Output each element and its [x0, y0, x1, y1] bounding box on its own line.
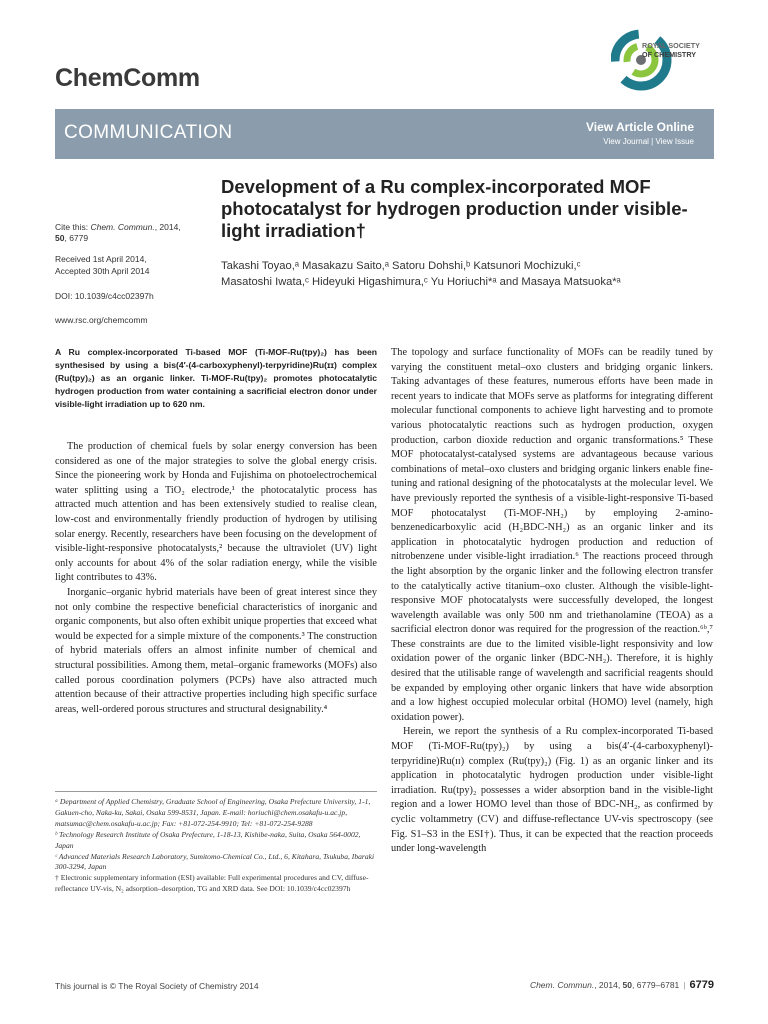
accepted-date: Accepted 30th April 2014 [55, 266, 150, 276]
footnote-esi: † Electronic supplementary information (ESI) available: Full experimental procedures and CV, diffuse-reflectance UV-vis, N₂ adsorption–desorption, TG and XRD data. See DOI: 10.1039/c4cc02397h [55, 873, 369, 894]
paragraph-herein: Herein, we report the synthesis of a Ru complex-incorporated Ti-based MOF (Ti-MOF-Ru(tpy)₂) by using a bis(4′-(4-carboxyphenyl)-terpyridine)Ru(ɪɪ) complex (Ru(tpy)₂) (Fig. 1) as an organic linker and its application in photocatalytic hydrogen production under visible-light irradiation. Ru(tpy)₂ possesses a wider absorption band in the visible-light region and a lower HOMO level than those of BDC-NH₂, as confirmed by cyclic voltammetry (CV) and diffuse-reflectance UV-vis spectroscopy (see Fig. S1–S3 in the ESI†). Thus, it can be expected that the reaction proceeds under long-wavelength [391, 726, 713, 855]
citation [55, 222, 205, 244]
page-number: 6779 [689, 979, 714, 991]
section-label: COMMUNICATION [64, 122, 233, 143]
page-footer: Chem. Commun., 2014, 50, 6779–6781 | 6779 [529, 979, 714, 991]
authors-line2: Masatoshi Iwata,ᶜ Hideyuki Higashimura,ᶜ Yu Horiuchi*ᵃ and Masaya Matsuoka*ᵃ [221, 276, 621, 288]
doi[interactable]: DOI: 10.1039/c4cc02397h [55, 291, 154, 301]
footnote-b: ᵇ Technology Research Institute of Osaka Prefecture, 1-18-13, Kishibe-naka, Suita, Osaka 564-0002, Japan [55, 829, 361, 850]
cite-pages: , 6779 [64, 233, 89, 243]
journal-name: ChemComm [55, 64, 200, 92]
received-date: Received 1st April 2014, [55, 254, 147, 264]
journal-url[interactable]: www.rsc.org/chemcomm [55, 315, 148, 325]
paragraph-intro: The production of chemical fuels by solar energy conversion has been considered as one of the major strategies to solve the global energy crisis. Since the pioneering work by Honda and Fujishima on photoelectrochemical water splitting using a TiO₂ electrode,¹ the photocatalytic process has attracted much attention and has been extensively studied to realise clean, low-cost and environmentally friendly production of hydrogen by utilising solar energy. Recently, researchers have been focusing on the development of visible-light-responsive photocatalysts,² because the ultraviolet (UV) light only accounts for about 4% of the solar radiation energy, while the visible light contributes to 43%. [55, 441, 377, 584]
publisher-line1: ROYAL SOCIETY [642, 41, 700, 50]
left-column [55, 440, 377, 717]
view-journal-issue-links[interactable]: View Journal | View Issue [603, 137, 694, 146]
footer-year: , 2014, [594, 980, 623, 990]
article-title: Development of a Ru complex-incorporated MOF photocatalyst for hydrogen production under visible-light irradiation† [221, 176, 688, 241]
abstract: A Ru complex-incorporated Ti-based MOF (Ti-MOF-Ru(tpy)₂) has been synthesised by using a bis(4′-(4-carboxyphenyl)-terpyridine)Ru(ɪɪ) complex (Ru(tpy)₂) as an organic linker. Ti-MOF-Ru(tpy)₂ promotes photocatalytic hydrogen production from water containing a sacrificial electron donor under visible-light irradiation up to 620 nm. [55, 347, 377, 409]
footnotes [55, 797, 377, 895]
publisher-wordmark [642, 42, 700, 59]
publisher-line2: OF CHEMISTRY [642, 49, 697, 59]
paragraph-topology: The topology and surface functionality of MOFs can be readily tuned by varying the constituent metal–oxo clusters and bridging organic linkers. Taking advantages of these features, numerous efforts have been made in recent years to indicate that MOFs serve as platforms for integrating different molecular functional components to achieve light harvesting and to promote various photocatalytic reactions such as hydrogen production, oxygen production, carbon dioxide reduction and organic transformations.⁵ These MOF photocatalyst-catalysed systems are advantageous because various combinations of metal–oxo clusters and bridging organic linkers enable fine-tuning and rational designing of the photocatalysts at the molecular level. We have previously reported the synthesis of a visible-light-responsive Ti-based MOF photocatalyst (Ti-MOF-NH₂) by employing 2-amino-benzenedicarboxylic acid (H₂BDC-NH₂) as an organic linker and its application in photocatalytic hydrogen production and reduction of nitrobenzene under visible-light irradiation.⁶ The reactions proceed through the light absorption by the organic linker and the following electron transfer to the catalytically active titanium–oxo cluster. Although the visible-light-responsive MOF photocatalysts were successfully developed, the longest wavelength available was only 500 nm and triethanolamine (TEOA) as a sacrificial electron donor was required for the progression of the reaction.⁶ᵇ,⁷ These constraints are due to the limited visible-light responsivity and low oxidation power of the organic linker (BDC-NH₂). Therefore, it is highly desired that the utilisable range of wavelength and sacrificial reagents should be expanded by employing other organic linkers that have wide absorption and a low highest occupied molecular orbital (HOMO) level (namely, high oxidation power). [391, 347, 713, 723]
view-article-online-link[interactable]: View Article Online [585, 120, 694, 134]
footer-journal: Chem. Commun. [529, 980, 595, 990]
footnote-c: ᶜ Advanced Materials Research Laboratory, Sumitomo-Chemical Co., Ltd., 6, Kitahara, Tsukuba, Ibaraki 300-3294, Japan [55, 851, 375, 872]
authors-line1: Takashi Toyao,ᵃ Masakazu Saito,ᵃ Satoru Dohshi,ᵇ Katsunori Mochizuki,ᶜ [221, 260, 581, 272]
cite-volume: 50 [55, 233, 65, 243]
cite-year: , 2014, [154, 222, 181, 232]
footnote-divider [55, 791, 377, 792]
footnote-a: ᵃ Department of Applied Chemistry, Graduate School of Engineering, Osaka Prefecture University, 1-1, Gakuen-cho, Naka-ku, Sakai, Osaka 599-8531, Japan. E-mail: horiuchi@chem.osakafu-u.ac.jp, matsumac@chem.osakafu-u.ac.jp; Fax: +81-072-254-9910; Tel: +81-072-254-9288 [55, 797, 371, 828]
footer-volume: 50 [622, 980, 633, 990]
footer-pages: , 6779–6781 [632, 980, 680, 990]
paragraph-hybrid: Inorganic–organic hybrid materials have been of great interest since they not only combine the respective beneficial characteristics of inorganic and organic components, but also often exhibit unique properties that exceed what would be expected for a simple mixture of the components.³ The construction of hybrid materials offers an almost infinite number of chemical and structural possibilities. Among them, metal–organic frameworks (MOFs) also called porous coordination polymers (PCPs) have also attracted much attention because of their attractive properties including high specific surface areas, well-ordered porous structures and structural designability.⁴ [55, 586, 377, 715]
cite-label: Cite this: [55, 222, 89, 232]
cite-journal: Chem. Commun. [90, 222, 155, 232]
author-list [221, 258, 711, 290]
copyright-footer: This journal is © The Royal Society of Chemistry 2014 [55, 981, 259, 991]
right-column [391, 346, 713, 857]
